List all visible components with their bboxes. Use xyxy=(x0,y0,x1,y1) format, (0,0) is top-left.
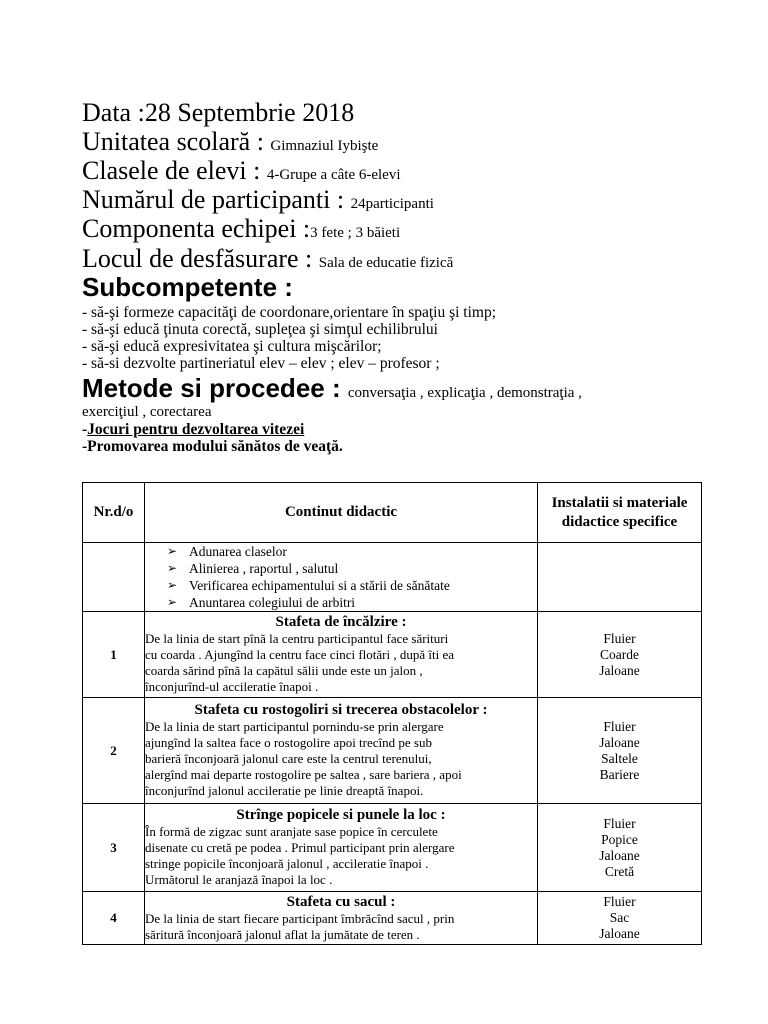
material-item: Jaloane xyxy=(599,926,640,941)
row-content xyxy=(145,892,538,945)
material-item: Bariere xyxy=(599,766,640,782)
participants-line xyxy=(82,185,702,214)
team-composition-label: Componenta echipei : xyxy=(82,214,311,244)
location-label: Locul de desfăsurare : xyxy=(82,243,319,273)
row-number: 3 xyxy=(83,804,145,892)
promotion-line: -Promovarea modului sănătos de veaţă. xyxy=(82,437,343,455)
methods-label: Metode si procedee : xyxy=(82,372,348,403)
activity-line: De la linia de start fiecare participant îmbrăcînd sacul , prin xyxy=(145,910,455,926)
date-value: 28 Septembrie 2018 xyxy=(144,98,355,127)
subcompetence-item: - să-şi educă ţinuta corectă, supleţea şi simţul echilibrului xyxy=(82,320,438,338)
arrow-bullet-icon: ➢ xyxy=(167,544,178,558)
row-content xyxy=(145,804,538,892)
subcompetences-list xyxy=(82,304,702,372)
material-item: Jaloane xyxy=(599,734,640,750)
material-item: Fluier xyxy=(603,630,636,646)
participants-label: Numărul de participanti : xyxy=(82,185,351,215)
row-materials xyxy=(538,804,702,892)
location-value: Sala de educatie fizică xyxy=(318,254,454,271)
classes-line xyxy=(82,156,702,185)
table-row xyxy=(83,612,702,698)
material-item: Fluier xyxy=(603,718,636,734)
methods-value-line1: conversaţia , explicaţia , demonstraţia , xyxy=(347,384,582,401)
date-line xyxy=(82,98,702,127)
row-number: 2 xyxy=(83,698,145,804)
table-row xyxy=(83,543,702,612)
row-number xyxy=(83,543,145,612)
row-materials xyxy=(538,543,702,612)
intro-list xyxy=(145,543,537,611)
intro-content xyxy=(145,543,538,612)
activity-line: înconjurînd jalonul accileratie pe linie dreaptă înapoi. xyxy=(145,783,424,798)
subcompetence-item: - să-şi formeze capacităţi de coordonare,orientare în spaţiu şi timp; xyxy=(82,303,497,321)
methods-value-line2: exerciţiul , corectarea xyxy=(82,403,212,420)
date-label: Data : xyxy=(82,98,145,127)
material-item: Popice xyxy=(601,831,638,847)
row-content xyxy=(145,612,538,698)
table-header-row xyxy=(83,483,702,543)
header-content: Continut didactic xyxy=(145,483,538,543)
activity-line: Următorul le aranjază înapoi la loc . xyxy=(145,872,333,887)
games-prefix: - xyxy=(82,420,88,438)
header-materials: Instalatii si materiale didactice specifice xyxy=(538,483,702,543)
row-content xyxy=(145,698,538,804)
location-line xyxy=(82,244,702,273)
activity-line: coarda sărind pînă la capătul sălii unde este un jalon , xyxy=(145,663,423,678)
activity-line: De la linia de start participantul pornindu-se prin alergare xyxy=(145,719,444,734)
list-item: ➢ Alinierea , raportul , salutul xyxy=(167,561,339,576)
activity-line: săritură înconjoară jalonul aflat la jumătate de teren . xyxy=(145,926,420,942)
school-unit-label: Unitatea scolară : xyxy=(82,127,271,157)
subcompetence-item: - să-si dezvolte partineriatul elev – elev ; elev – profesor ; xyxy=(82,354,440,372)
activity-title: Stafeta de încălzire : xyxy=(275,614,407,630)
activity-line: În formă de zigzac sunt aranjate sase popice în cerculete xyxy=(145,824,438,839)
row-materials xyxy=(538,892,702,945)
row-number: 1 xyxy=(83,612,145,698)
material-item: Jaloane xyxy=(599,662,640,678)
material-item: Jaloane xyxy=(599,847,640,863)
activity-line: disenate cu cretă pe podea . Primul participant prin alergare xyxy=(145,840,455,855)
activity-line: De la linia de start pînă la centru participantul face sărituri xyxy=(145,631,449,646)
activity-line: cu coarda . Ajungînd la centru face cinci flotări , după îti ea xyxy=(145,647,454,662)
list-item: ➢ Adunarea claselor xyxy=(167,544,287,559)
material-item: Sac xyxy=(609,910,630,925)
games-line xyxy=(82,421,702,438)
subcompetences-title: Subcompetente : xyxy=(82,271,293,302)
activity-line: barieră înconjoară jalonul care este la centrul terenului, xyxy=(145,751,432,766)
arrow-bullet-icon: ➢ xyxy=(167,595,178,609)
team-composition-line xyxy=(82,214,702,243)
lesson-plan-header xyxy=(82,98,702,455)
games-text: Jocuri pentru dezvoltarea vitezei xyxy=(87,420,305,438)
material-item: Fluier xyxy=(603,894,636,909)
list-item: ➢ Anuntarea colegiului de arbitri xyxy=(167,595,356,610)
school-unit-line xyxy=(82,127,702,156)
school-unit-value: Gimnaziul Iybişte xyxy=(270,138,379,155)
table-row xyxy=(83,892,702,945)
lesson-plan-table xyxy=(82,482,702,945)
subcompetence-item: - să-şi educă expresivitatea şi cultura mişcărilor; xyxy=(82,337,382,355)
row-number: 4 xyxy=(83,892,145,945)
activity-line: înconjurînd-ul accileratie înapoi . xyxy=(145,679,319,694)
team-composition-value: 3 fete ; 3 băieti xyxy=(310,225,401,242)
activity-line: alergînd mai departe rostogolire pe saltea , sare bariera , apoi xyxy=(145,767,462,782)
table-row xyxy=(83,804,702,892)
arrow-bullet-icon: ➢ xyxy=(167,561,178,575)
list-item: ➢ Verificarea echipamentului si a stării de sănătate xyxy=(167,578,450,593)
methods-block xyxy=(82,374,702,421)
material-item: Coarde xyxy=(600,646,639,662)
material-item: Cretă xyxy=(604,863,635,879)
activity-title: Strînge popicele si punele la loc : xyxy=(236,807,446,823)
activity-title: Stafeta cu rostogoliri si trecerea obstacolelor : xyxy=(194,702,488,718)
table-row xyxy=(83,698,702,804)
activity-line: stringe popicile înconjoară jalonul , accileratie înapoi . xyxy=(145,856,429,871)
header-number: Nr.d/o xyxy=(83,483,145,543)
activity-line: ajungînd la saltea face o rostogolire apoi trecînd pe sub xyxy=(145,735,432,750)
row-materials xyxy=(538,612,702,698)
participants-value: 24participanti xyxy=(350,196,434,213)
arrow-bullet-icon: ➢ xyxy=(167,578,178,592)
classes-value: 4-Grupe a câte 6-elevi xyxy=(266,167,401,184)
material-item: Saltele xyxy=(601,750,638,766)
material-item: Fluier xyxy=(603,815,636,831)
row-materials xyxy=(538,698,702,804)
activity-title: Stafeta cu sacul : xyxy=(286,893,396,910)
classes-label: Clasele de elevi : xyxy=(82,156,267,186)
